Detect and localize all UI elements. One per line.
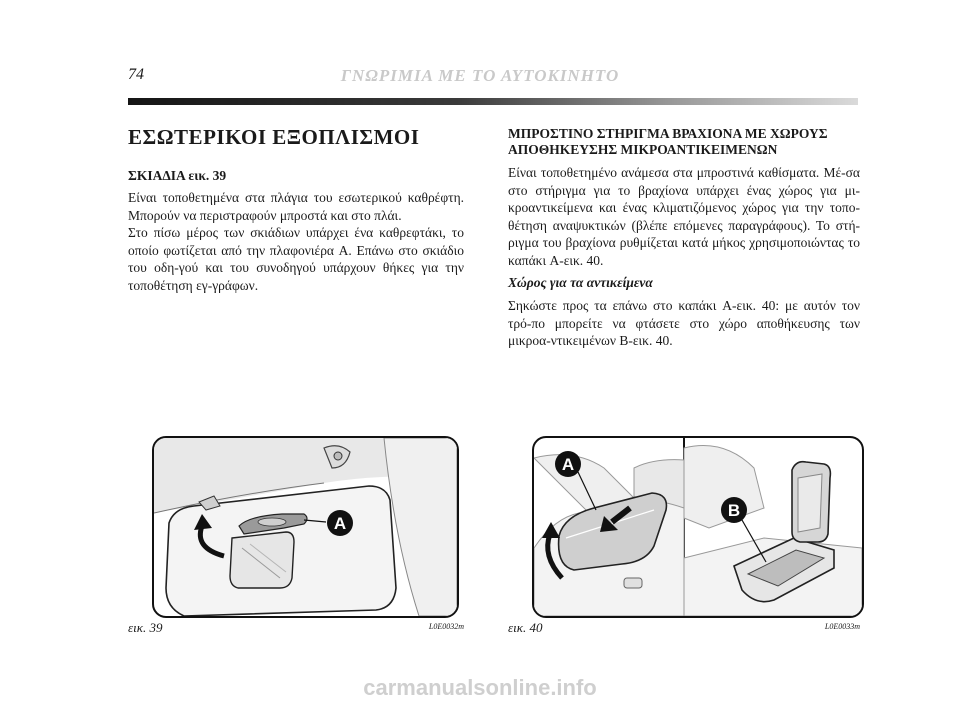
sun-visors-heading: ΣΚΙΑΔΙΑ εικ. 39 (128, 168, 227, 183)
watermark: carmanualsonline.info (363, 675, 597, 700)
figure-39-caption: εικ. 39 (128, 620, 163, 635)
figure-40-armrest (532, 436, 864, 618)
vanity-mirror-shape (230, 532, 294, 588)
armrest-heading-line2: ΑΠΟΘΗΚΕΥΣΗΣ ΜΙΚΡΟΑΝΤΙΚΕΙΜΕΝΩΝ (508, 142, 778, 157)
fig40-callout-a: A (561, 455, 575, 474)
header-rule (128, 98, 858, 105)
section-heading: ΕΣΩΤΕΡΙΚΟΙ ΕΞΟΠΛΙΣΜΟΙ (128, 125, 420, 149)
sun-visors-text-2: Στο πίσω μέρος των σκιάδιων υπάρχει ένα καθρεφτάκι, το οποίο φωτίζεται από την πλαφονιέρα A. Επάνω στο σκιάδιο του οδη-γού και του συνοδηγού υπάρχουν θήκες για την τοποθέτηση εγ-γράφων. (128, 225, 464, 293)
figure-39-sun-visor (152, 436, 459, 618)
fig40-callout-b: B (727, 501, 741, 520)
storage-subheading: Χώρος για τα αντικείμενα (508, 275, 653, 290)
figure-39-code: L0E0032m (428, 622, 464, 631)
sun-visor-illustration (154, 438, 457, 616)
fig39-callout-a: A (333, 514, 347, 533)
armrest-heading-line1: ΜΠΡΟΣΤΙΝΟ ΣΤΗΡΙΓΜΑ ΒΡΑΧΙΟΝΑ ΜΕ ΧΩΡΟΥΣ (508, 126, 828, 141)
page-number: 74 (128, 66, 144, 83)
sun-visors-text-1: Είναι τοποθετημένα στα πλάγια του εσωτερικού καθρέφτη. Μπορούν να περιστραφούν μπροστά και στο πλάι. (128, 190, 464, 223)
running-title: ΓΝΩΡΙΜΙΑ ΜΕ ΤΟ ΑΥΤΟΚΙΝΗΤΟ (340, 66, 620, 85)
figure-40-code: L0E0033m (824, 622, 860, 631)
storage-text: Σηκώστε προς τα επάνω στο καπάκι A-εικ. 40: με αυτόν τον τρό-πο μπορείτε να φτάσετε στο χώρο αποθήκευσης των μικροα-ντικειμένων B-εικ. 40. (508, 298, 860, 349)
armrest-illustration (534, 438, 862, 616)
armrest-text-1: Είναι τοποθετημένο ανάμεσα στα μπροστινά καθίσματα. Μέ-σα στο στήριγμα για το βραχίονα υπάρχει ένας χώρος για μι-κροαντικείμενα και ένας κλιματιζόμενος χώρος για την τοπο-θέτηση αναψυκτικών (βλέπε επόμενες παραγράφους). Το στή-ριγμα του βραχίονα ρυθμίζεται κατά μήκος χρησιμοποιώντας το καπάκι A-εικ. 40. (508, 165, 860, 268)
figure-40-caption: εικ. 40 (508, 620, 543, 635)
